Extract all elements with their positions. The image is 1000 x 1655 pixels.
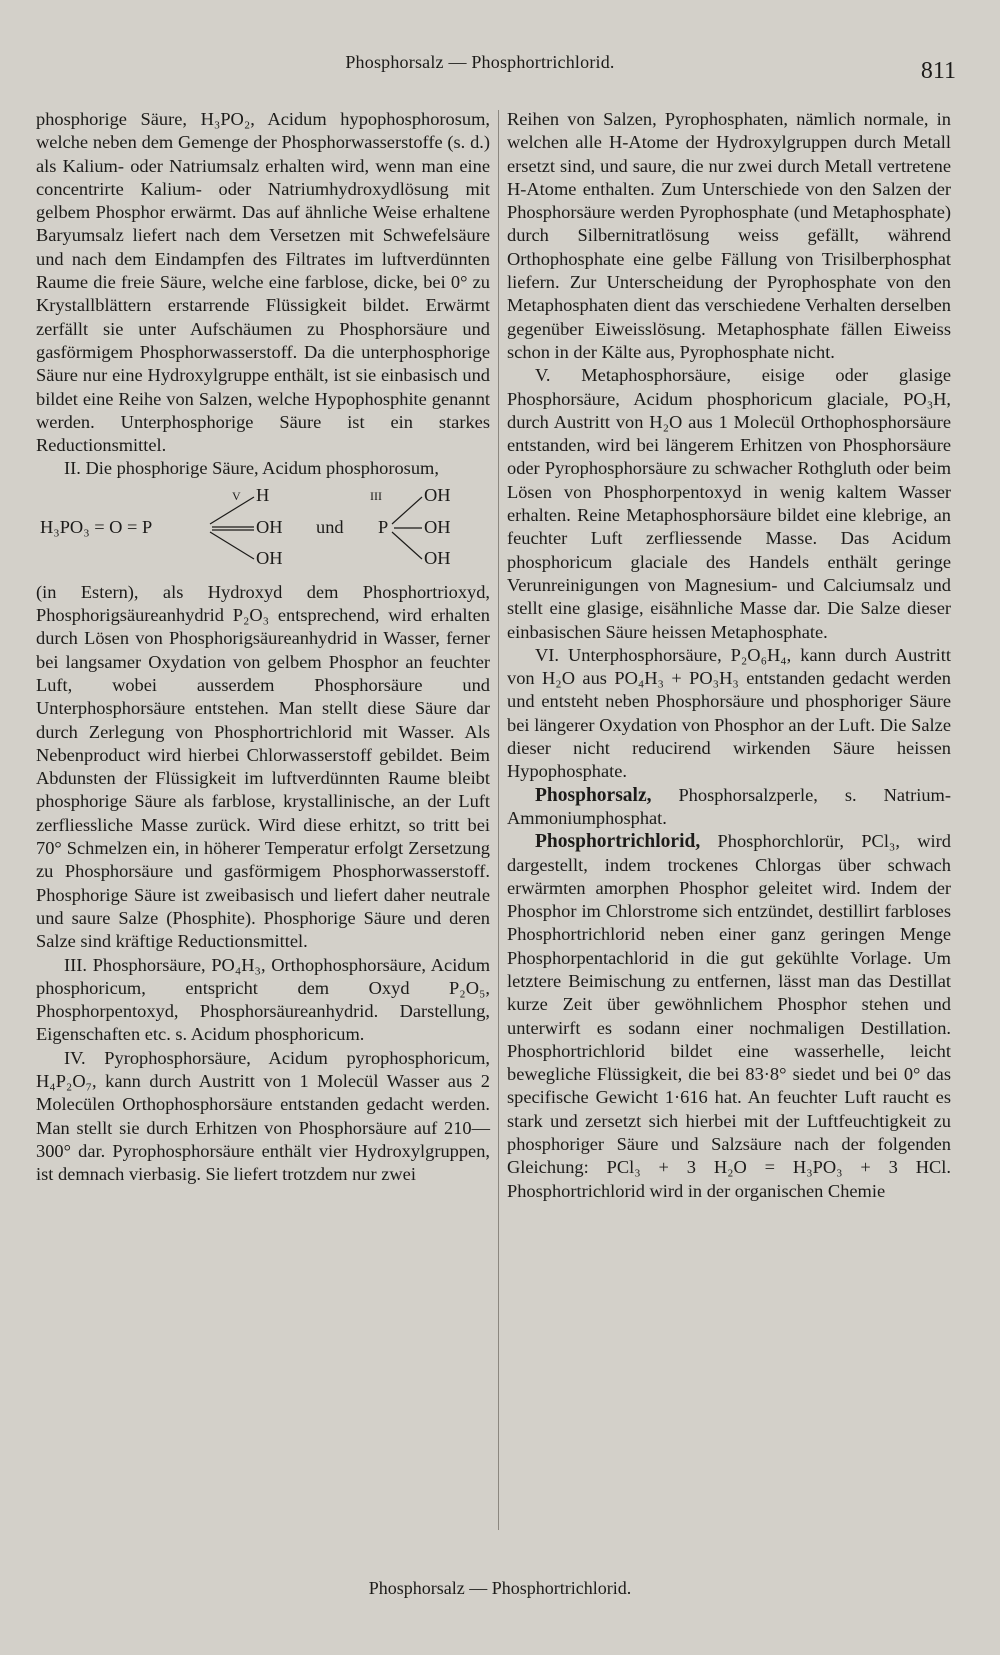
page-number: 811 bbox=[920, 58, 956, 84]
paragraph-hypophosphoric: VI. Unterphosphorsäure, P₂O₆H₄, kann durch Austritt von H₂O aus PO₄H₃ + PO₃H₃ entstanden gedacht werden und entsteht neben Phosphorsäure und phosphoriger Säure bei längerer Oxydation von Phosphor an der Luft. Die Salze dieser nicht reducirend wirkenden Säure heissen Hypophosphate. bbox=[507, 644, 951, 782]
paragraph-phosphoric: III. Phosphorsäure, PO₄H₃, Orthophosphorsäure, Acidum phosphoricum, entspricht dem Oxyd P₂O₅, Phosphorpentoxyd, Phosphorsäureanhydrid. Darstellung, Eigenschaften etc. s. Acidum phosphoricum. bbox=[36, 954, 490, 1045]
paragraph-phosphorous-intro: II. Die phosphorige Säure, Acidum phosphorosum, bbox=[64, 458, 439, 479]
entry-phosphorsalz-headword: Phosphorsalz, bbox=[535, 784, 652, 806]
right-column bbox=[507, 108, 951, 1203]
entry-phosphorsalz bbox=[507, 784, 951, 831]
formula-oh-mid-left: OH bbox=[256, 516, 283, 537]
valence-v-label: V bbox=[232, 488, 241, 503]
paragraph-phosphorous-body: (in Estern), als Hydroxyd dem Phosphortrioxyd, Phosphorigsäureanhydrid P₂O₃ entsprechend, wird erhalten durch Lösen von Phosphorigsäureanhydrid in Wasser, ferner bei langsamer Oxydation von gelbem Phosphor an feuchter Luft, wobei ausserdem Phosphorsäure und Unterphosphorsäure entstehen. Man stellt diese Säure dar durch Zerlegung von Phosphortrichlorid mit Wasser. Als Nebenproduct wird hierbei Chlorwasserstoff gebildet. Beim Abdunsten der Flüssigkeit im luftverdünnten Raume bleibt phosphorige Säure als farblose, krystallinische, an der Luft zerfliessliche Masse zurück. Wird diese erhitzt, so tritt bei 70° Schmelzen ein, in höherer Temperatur erfolgt Zersetzung zu Phosphorsäure und gasförmigem Phosphorwasserstoff. Phosphorige Säure ist zweibasisch und liefert daher neutrale und saure Salze (Phosphite). Phosphorige Säure und deren Salze sind kräftige Reductionsmittel. bbox=[36, 581, 490, 952]
formula-p: P bbox=[378, 516, 389, 537]
formula-oh-top: OH bbox=[424, 486, 451, 505]
paragraph-metaphosphoric: V. Metaphosphorsäure, eisige oder glasige Phosphorsäure, Acidum phosphoricum glaciale, PO₃H, durch Austritt von H₂O aus 1 Molecül Orthophosphorsäure entstanden, wird bei längerem Erhitzen von Phosphorsäure oder Pyrophosphorsäure zu schwacher Rothgluth oder beim Lösen von Phosphorpentoxyd in wenig kaltem Wasser erhalten. Reine Metaphosphorsäure bildet eine klebrige, an feuchter Luft zerfliessende Masse. Das Acidum phosphoricum glaciale des Handels enthält geringe Verunreinigungen von Magnesium- und Calciumsalz und stellt eine glasige, eisähnliche Masse dar. Die Salze dieser einbasischen Säure heissen Metaphosphate. bbox=[507, 365, 951, 642]
entry-phosphortrichlorid-headword: Phosphortrichlorid, bbox=[535, 831, 701, 853]
paragraph-hypophosphorous: phosphorige Säure, H₃PO₂, Acidum hypophosphorosum, welche neben dem Gemenge der Phosphorwasserstoffe (s. d.) als Kalium- oder Natriumsalz erhalten wird, wenn man eine concentrirte Kalium- oder Natriumhydroxydlösung mit gelbem Phosphor erwärmt. Das auf ähnliche Weise erhaltene Baryumsalz liefert nach dem Versetzen mit Schwefelsäure und nach dem Eindampfen des Filtrates im luftverdünnten Raume die freie Säure, welche eine farblose, dicke, bei 0° zu Krystallblättern erstarrende Flüssigkeit bildet. Erwärmt zerfällt sie unter Aufschäumen zu Phosphorsäure und gasförmigem Phosphorwasserstoff. Da die unterphosphorige Säure nur eine Hydroxylgruppe enthält, ist sie einbasisch und bildet eine Reihe von Salzen, welche Hypophosphite genannt werden. Unterphosphorige Säure ist ein starkes Reductionsmittel. bbox=[36, 109, 490, 456]
paragraph-pyrophosphates: Reihen von Salzen, Pyrophosphaten, nämlich normale, in welchen alle H-Atome der Hydroxylgruppen durch Metall ersetzt sind, und saure, die nur zwei durch Metall vertretene H-Atome enthalten. Zum Unterschiede von den Salzen der Phosphorsäure werden Pyrophosphate (und Metaphosphate) durch Silbernitratlösung weiss gefällt, während Orthophosphate eine gelbe Fällung von Trisilberphosphat liefern. Zur Unterscheidung der Pyrophosphate von den Metaphosphaten dient das verschiedene Verhalten derselben gegenüber Eiweisslösung. Metaphosphate fällen Eiweiss schon in der Kälte aus, Pyrophosphate nicht. bbox=[507, 109, 951, 362]
valence-iii-label: III bbox=[370, 488, 382, 503]
formula-lhs: H₃PO₃ = O = P bbox=[40, 516, 153, 537]
formula-h: H bbox=[256, 486, 270, 505]
left-column bbox=[36, 108, 490, 1186]
formula-oh-bottom-right: OH bbox=[424, 547, 451, 568]
page-header bbox=[0, 50, 1000, 84]
entry-phosphortrichlorid-body: Phosphorchlorür, PCl₃, wird dargestellt, indem trockenes Chlorgas über schwach erwärmten amorphen Phosphor geleitet wird. Indem der Phosphor im Chlorstrome sich entzündet, destillirt farbloses Phosphortrichlorid neben einer ganz geringen Menge Phosphorpentachlorid in die gut gekühlte Vorlage. Um letztere Beimischung zu entfernen, lässt man das Destillat kurze Zeit über gewöhnlichem Phosphor stehen und unterwirft es sodann einer nochmaligen Destillation. Phosphortrichlorid bildet eine wasserhelle, leicht bewegliche Flüssigkeit, die bei 83·8° siedet und bei 0° das specifische Gewicht 1·616 hat. An feuchter Luft raucht es stark und zersetzt sich hierbei mit der Luftfeuchtigkeit zu phosphoriger Säure und Salzsäure nach der folgenden Gleichung: PCl₃ + 3 H₂O = H₃PO₃ + 3 HCl. Phosphortrichlorid wird in der organischen Chemie bbox=[507, 831, 951, 1201]
column-divider bbox=[498, 110, 499, 1530]
entry-phosphorsalz-body: Phosphorsalzperle, s. Natrium-Ammoniumphosphat. bbox=[507, 784, 951, 828]
formula-drawing bbox=[36, 487, 490, 575]
running-head: Phosphorsalz — Phosphortrichlorid. bbox=[345, 52, 615, 72]
page-footer: Phosphorsalz — Phosphortrichlorid. bbox=[368, 1578, 632, 1598]
paragraph-pyrophosphoric: IV. Pyrophosphorsäure, Acidum pyrophosphoricum, H₄P₂O₇, kann durch Austritt von 1 Molecül Wasser aus 2 Molecülen Orthophosphorsäure entstanden gedacht werden. Man stellt sie durch Erhitzen von Phosphorsäure auf 210—300° dar. Pyrophosphorsäure enthält vier Hydroxylgruppen, ist demnach vierbasig. Sie liefert trotzdem nur zwei bbox=[36, 1047, 490, 1185]
formula-oh-mid-right: OH bbox=[424, 516, 451, 537]
entry-phosphortrichlorid bbox=[507, 830, 951, 1203]
formula-oh-bottom-left: OH bbox=[256, 547, 283, 568]
formula-und: und bbox=[316, 516, 344, 537]
structural-formula bbox=[36, 487, 490, 575]
